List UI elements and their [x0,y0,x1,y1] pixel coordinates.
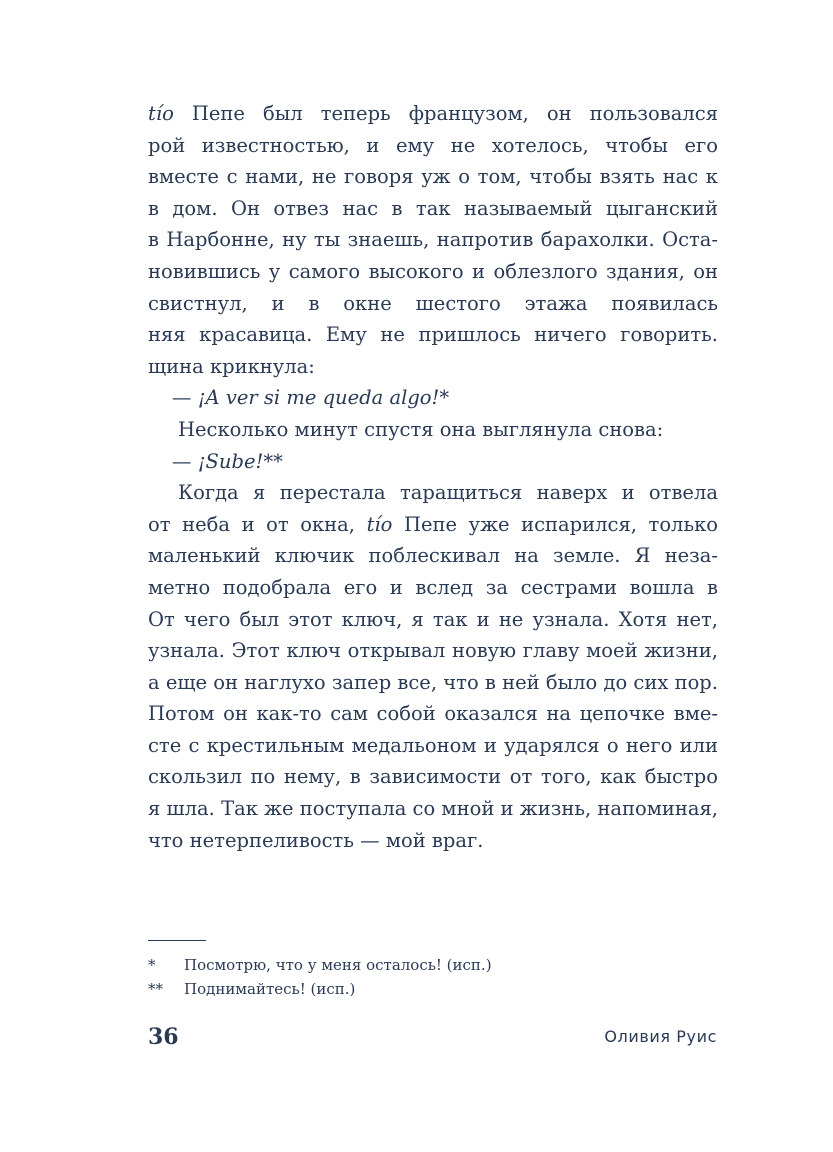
text-line: скользил по нему, в зависимости от того, как быстро [148,765,718,789]
main-text [148,98,718,856]
italic-word: tío [148,102,174,125]
text-line: tío Пепе был теперь французом, он пользовался [148,102,718,125]
text-line: няя красавица. Ему не пришлось ничего говорить. [148,323,718,347]
text-line: щина крикнула: [148,354,315,378]
text-line: в Нарбонне, ну ты знаешь, напротив барахолки. Оста- [148,228,718,252]
footnote [148,953,718,977]
author-name: Оливия Руис [604,1027,717,1046]
footnote [148,977,718,1001]
footnote-ref: * [439,386,450,410]
text-line: я шла. Так же поступала со мной и жизнь, напоминая, [148,797,718,821]
text-line: сте с крестильным медальоном и ударялся о него или [148,733,718,757]
spanish-phrase: ¡Sube! [197,449,264,473]
footnote-text: Поднимайтесь! (исп.) [184,980,356,998]
text-line: От чего был этот ключ, я так и не узнала. Хотя нет, [148,607,718,631]
footnote-text: Посмотрю, что у меня осталось! (исп.) [184,956,492,974]
text-line: вместе с нами, не говоря уж о том, чтобы взять нас к [148,165,718,189]
text-line: а еще он наглухо запер все, что в ней было до сих пор. [148,670,718,694]
text-line: Потом он как-то сам собой оказался на цепочке вме- [148,702,718,726]
footnote-ref: ** [263,449,283,473]
page-number: 36 [148,1024,179,1050]
text-line: свистнул, и в окне шестого этажа появилась [148,291,718,315]
footnote-divider [148,940,206,941]
dialogue-line: — ¡Sube!** [172,449,283,473]
footnote-mark: * [148,956,156,974]
text-line: Когда я перестала таращиться наверх и отвела [178,481,718,505]
text-line: метно подобрала его и вслед за сестрами вошла в [148,575,718,599]
spanish-phrase: ¡A ver si me queda algo! [197,386,440,410]
text-line: от неба и от окна, tío Пепе уже испарился, только [148,512,718,536]
text-line: узнала. Этот ключ открывал новую главу моей жизни, [148,639,718,663]
italic-word: tío [366,512,393,536]
text-line: новившись у самого высокого и облезлого здания, он [148,259,718,283]
dialogue-line: — ¡A ver si me queda algo!* [172,386,450,410]
text-line: маленький ключик поблескивал на земле. Я неза- [148,544,718,568]
text-line: в дом. Он отвез нас в так называемый цыганский [148,196,718,220]
footnotes [148,953,718,1001]
text-line: рой известностью, и ему не хотелось, чтобы его [148,133,718,157]
text-line: что нетерпеливость — мой враг. [148,828,484,852]
footnote-mark: ** [148,980,163,998]
text-line: Несколько минут спустя она выглянула снова: [178,417,664,441]
